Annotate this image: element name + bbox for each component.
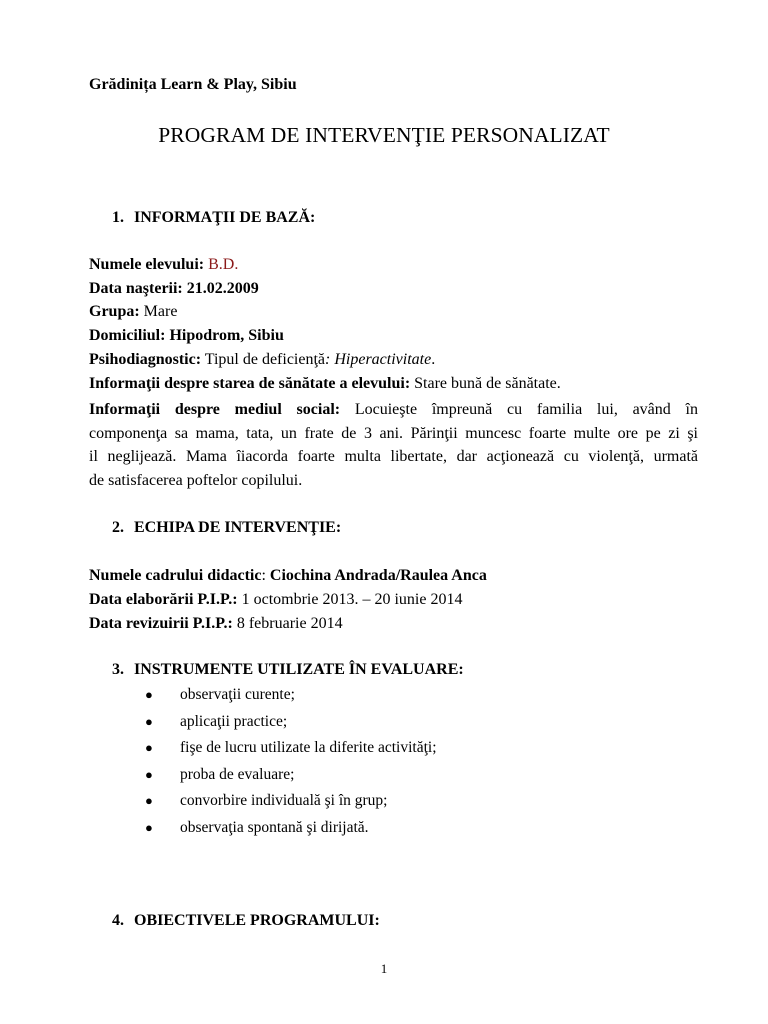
bullet-icon: ● [145, 793, 153, 809]
list-item-text: observaţii curente; [180, 686, 295, 703]
section-number: 2. [112, 519, 124, 536]
group-value: Mare [143, 303, 178, 320]
bullet-icon: ● [145, 740, 153, 756]
revision-date-label: Data revizuirii P.I.P.: [89, 615, 233, 632]
revision-date-line [89, 615, 698, 633]
section-number: 3. [112, 661, 124, 678]
list-item [143, 685, 437, 712]
diagnostic-line [89, 351, 698, 369]
section-title: INFORMAŢII DE BAZĂ: [134, 209, 316, 226]
section-heading-instruments [112, 661, 464, 679]
bullet-icon: ● [145, 766, 153, 782]
list-item [143, 765, 437, 792]
student-name-value: B.D. [208, 256, 239, 273]
section-number: 4. [112, 912, 124, 929]
birth-date-value: 21.02.2009 [186, 280, 259, 297]
social-row-2: componenţa sa mama, tata, un frate de 3 ani. Părinţii muncesc foarte multe ore pe zi şi [89, 424, 698, 442]
section-title: INSTRUMENTE UTILIZATE ÎN EVALUARE: [134, 661, 464, 678]
student-name-line [89, 256, 698, 274]
social-row-3: il neglijează. Mama îiacorda foarte multa libertate, dar acţionează cu violenţă, urmată [89, 448, 698, 465]
elaboration-date-value: 1 octombrie 2013. – 20 iunie 2014 [241, 591, 463, 608]
diagnostic-label: Psihodiagnostic: [89, 351, 202, 368]
group-label: Grupa: [89, 303, 140, 320]
section-title: OBIECTIVELE PROGRAMULUI: [134, 912, 380, 929]
section-title: ECHIPA DE INTERVENŢIE: [134, 519, 342, 536]
teacher-colon: : [261, 567, 266, 584]
social-label: Informaţii despre mediul social: [89, 401, 341, 418]
list-item-text: fişe de lucru utilizate la diferite activităţi; [180, 739, 437, 757]
list-item-text: aplicaţii practice; [180, 712, 288, 730]
list-item-text: proba de evaluare; [180, 765, 295, 783]
page-number: 1 [380, 961, 388, 976]
section-number: 1. [112, 209, 124, 226]
teacher-label-text: Numele cadrului didactic [89, 567, 262, 584]
diagnostic-text: Tipul de deficienţă [204, 351, 326, 368]
bullet-icon: ● [145, 713, 153, 729]
section-heading-objectives [112, 912, 380, 930]
social-row-4: de satisfacerea poftelor copilului. [89, 471, 303, 489]
group-line [89, 303, 698, 321]
list-item [143, 712, 437, 739]
health-label: Informaţii despre starea de sănătate a elevului: [89, 375, 411, 392]
list-item [143, 818, 437, 845]
home-label: Domiciliul: [89, 327, 166, 344]
teacher-value: Ciochina Andrada/Raulea Anca [269, 567, 487, 584]
home-value: Hipodrom, Sibiu [169, 327, 284, 344]
student-name-label: Numele elevului: [89, 256, 205, 273]
instruments-list [143, 685, 437, 845]
diagnostic-value: : Hiperactivitate [325, 351, 432, 368]
elaboration-date-line [89, 591, 698, 609]
birth-date-line [89, 280, 698, 298]
document-title: PROGRAM DE INTERVENŢIE PERSONALIZAT [158, 123, 610, 147]
kindergarten-name: Grădinița Learn & Play, Sibiu [89, 76, 297, 93]
list-item-text: observaţia spontană şi dirijată. [180, 818, 369, 836]
bullet-icon: ● [145, 687, 153, 702]
bullet-icon: ● [145, 819, 153, 835]
list-item [143, 791, 437, 818]
list-item-text: convorbire individuală şi în grup; [180, 792, 388, 810]
health-line [89, 375, 698, 393]
social-environment-paragraph [89, 398, 698, 492]
health-value: Stare bună de sănătate. [414, 375, 561, 392]
social-row-1 [89, 398, 698, 422]
section-heading-team [112, 519, 341, 537]
elaboration-date-label: Data elaborării P.I.P.: [89, 591, 238, 608]
teacher-line [89, 567, 698, 585]
diagnostic-end: . [431, 351, 436, 368]
social-text-1: Locuieşte împreună cu familia lui, având în [354, 401, 698, 418]
revision-date-value: 8 februarie 2014 [236, 615, 343, 632]
list-item [143, 738, 437, 765]
section-heading-basic-info [112, 209, 315, 227]
birth-date-label: Data naşterii: [89, 280, 183, 297]
home-line [89, 327, 698, 345]
